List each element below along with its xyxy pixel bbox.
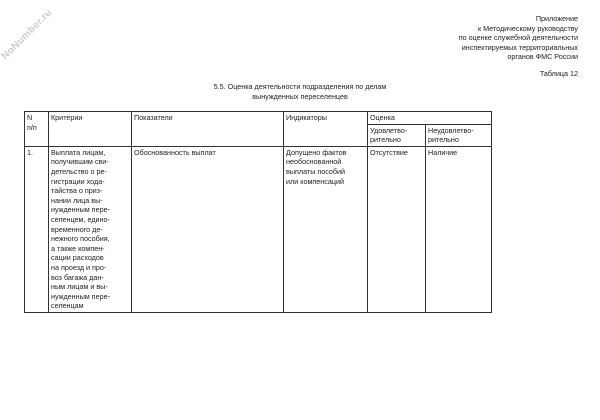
table-number: Таблица 12 [539,69,578,78]
header-assessment: Оценка [368,112,492,125]
row-marker: Допущено фактов необоснованной выплаты пособий или компенсаций [284,146,368,312]
header-num: N п/п [25,112,49,147]
row-num: 1. [25,146,49,312]
header-markers: Индикаторы [284,112,368,147]
table-row [25,146,492,312]
header-unsatisfactory: Неудовлетво- рительно [426,124,492,146]
header-satisfactory: Удовлетво- рительно [368,124,426,146]
row-criteria: Выплата лицам, получившим сви- детельство о ре- гистрации хода- тайства о приз- нании лица вы- нужденным пере- селенцем, едино- временного де- нежного пособия, а также компен- сации расходов на проезд и про- воз багажа дан- ным лицам и вы- нужденным пере- селенцам [49,146,132,312]
assessment-table [24,111,492,313]
row-indicator: Обоснованность выплат [132,146,284,312]
header-criteria: Критерии [49,112,132,147]
watermark: NoNumber.ru [0,7,55,63]
header-indicators: Показатели [132,112,284,147]
row-unsatisfactory: Наличие [426,146,492,312]
row-satisfactory: Отсутствие [368,146,426,312]
section-title: 5.5. Оценка деятельности подразделения по делам вынужденных переселенцев [213,82,387,101]
appendix-note: Приложение к Методическому руководству по оценке служебной деятельности инспектируемых территориальных органов ФМС России [458,14,578,62]
